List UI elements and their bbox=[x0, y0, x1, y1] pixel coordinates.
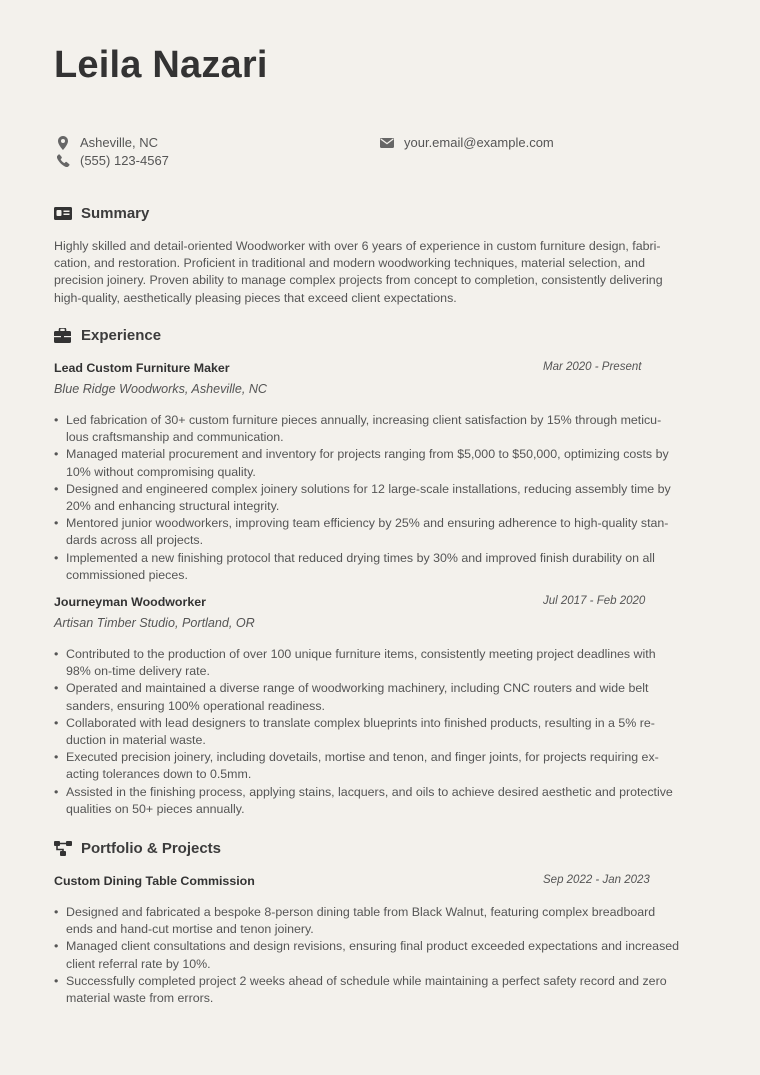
summary-section-header bbox=[54, 205, 149, 222]
summary-line: Highly skilled and detail-oriented Woodworker with over 6 years of experience in custom furniture design, fabri- bbox=[54, 239, 661, 253]
id-card-icon bbox=[54, 207, 74, 220]
job-bullet: • Implemented a new finishing protocol that reduced drying times by 30% and improved finish durability on all commissioned pieces. bbox=[54, 550, 710, 584]
job-title: Journeyman Woodworker bbox=[54, 595, 206, 609]
project-bullet: • Designed and fabricated a bespoke 8-person dining table from Black Walnut, featuring complex breadboard ends and hand-cut mortise and tenon joinery. bbox=[54, 904, 710, 938]
project-bullet: • Successfully completed project 2 weeks ahead of schedule while maintaining a perfect safety record and zero material waste from errors. bbox=[54, 973, 710, 1007]
project-dates: Sep 2022 - Jan 2023 bbox=[543, 874, 650, 886]
summary-text bbox=[54, 238, 706, 307]
project-title: Custom Dining Table Commission bbox=[54, 874, 255, 888]
job-organization: Artisan Timber Studio, Portland, OR bbox=[54, 616, 255, 630]
job-bullet-list bbox=[54, 412, 710, 584]
portfolio-section-header bbox=[54, 840, 221, 857]
email-link[interactable]: your.email@example.com bbox=[404, 135, 554, 150]
experience-heading: Experience bbox=[81, 327, 162, 344]
job-title: Lead Custom Furniture Maker bbox=[54, 361, 230, 375]
contact-location bbox=[54, 135, 158, 150]
envelope-icon bbox=[378, 138, 396, 148]
briefcase-icon bbox=[54, 328, 74, 343]
summary-line: precision joinery. Proven ability to manage complex projects from concept to completion, consistently delivering bbox=[54, 273, 663, 288]
phone-text: (555) 123-4567 bbox=[80, 153, 169, 168]
summary-line: cation, and restoration. Proficient in traditional and modern woodworking techniques, material selection, and bbox=[54, 256, 645, 271]
summary-line: high-quality, aesthetically pleasing pieces that exceed client expectations. bbox=[54, 290, 457, 305]
job-bullet: • Mentored junior woodworkers, improving team efficiency by 25% and ensuring adherence to high-quality stan- dards across all projects. bbox=[54, 515, 710, 549]
contact-email[interactable] bbox=[378, 135, 554, 150]
project-bullet-list bbox=[54, 904, 710, 1007]
job-bullet-list bbox=[54, 646, 710, 818]
job-bullet: • Designed and engineered complex joinery solutions for 12 large-scale installations, reducing assembly time by 20% and enhancing structural integrity. bbox=[54, 481, 710, 515]
portfolio-heading: Portfolio & Projects bbox=[81, 840, 222, 857]
job-bullet: • Managed material procurement and inventory for projects ranging from $5,000 to $50,000, optimizing costs by 10% without compromising quality. bbox=[54, 446, 710, 480]
phone-icon bbox=[54, 154, 72, 167]
contact-phone bbox=[54, 153, 169, 168]
job-dates: Mar 2020 - Present bbox=[543, 361, 642, 373]
job-bullet: • Operated and maintained a diverse range of woodworking machinery, including CNC routers and wide belt sanders, ensuring 100% operational readiness. bbox=[54, 680, 710, 714]
job-bullet: • Collaborated with lead designers to translate complex blueprints into finished products, resulting in a 5% re- duction in material waste. bbox=[54, 715, 710, 749]
diagram-icon bbox=[54, 841, 74, 856]
experience-section-header bbox=[54, 327, 161, 344]
location-text: Asheville, NC bbox=[80, 135, 159, 150]
job-organization: Blue Ridge Woodworks, Asheville, NC bbox=[54, 382, 268, 396]
job-bullet: • Led fabrication of 30+ custom furniture pieces annually, increasing client satisfaction by 15% through meticu- lous craftsmanship and communication. bbox=[54, 412, 710, 446]
job-dates: Jul 2017 - Feb 2020 bbox=[543, 595, 646, 607]
project-bullet: • Managed client consultations and design revisions, ensuring final product exceeded expectations and increased client referral rate by 10%. bbox=[54, 938, 710, 972]
job-bullet: • Contributed to the production of over 100 unique furniture items, consistently meeting project deadlines with 98% on-time delivery rate. bbox=[54, 646, 710, 680]
candidate-name: Leila Nazari bbox=[54, 44, 268, 86]
job-bullet: • Executed precision joinery, including dovetails, mortise and tenon, and finger joints, for projects requiring ex- acting tolerances down to 0.5mm. bbox=[54, 749, 710, 783]
job-bullet: • Assisted in the finishing process, applying stains, lacquers, and oils to achieve desired aesthetic and protective qualities on 50+ pieces annually. bbox=[54, 784, 710, 818]
map-pin-icon bbox=[54, 136, 72, 150]
summary-heading: Summary bbox=[81, 205, 150, 222]
